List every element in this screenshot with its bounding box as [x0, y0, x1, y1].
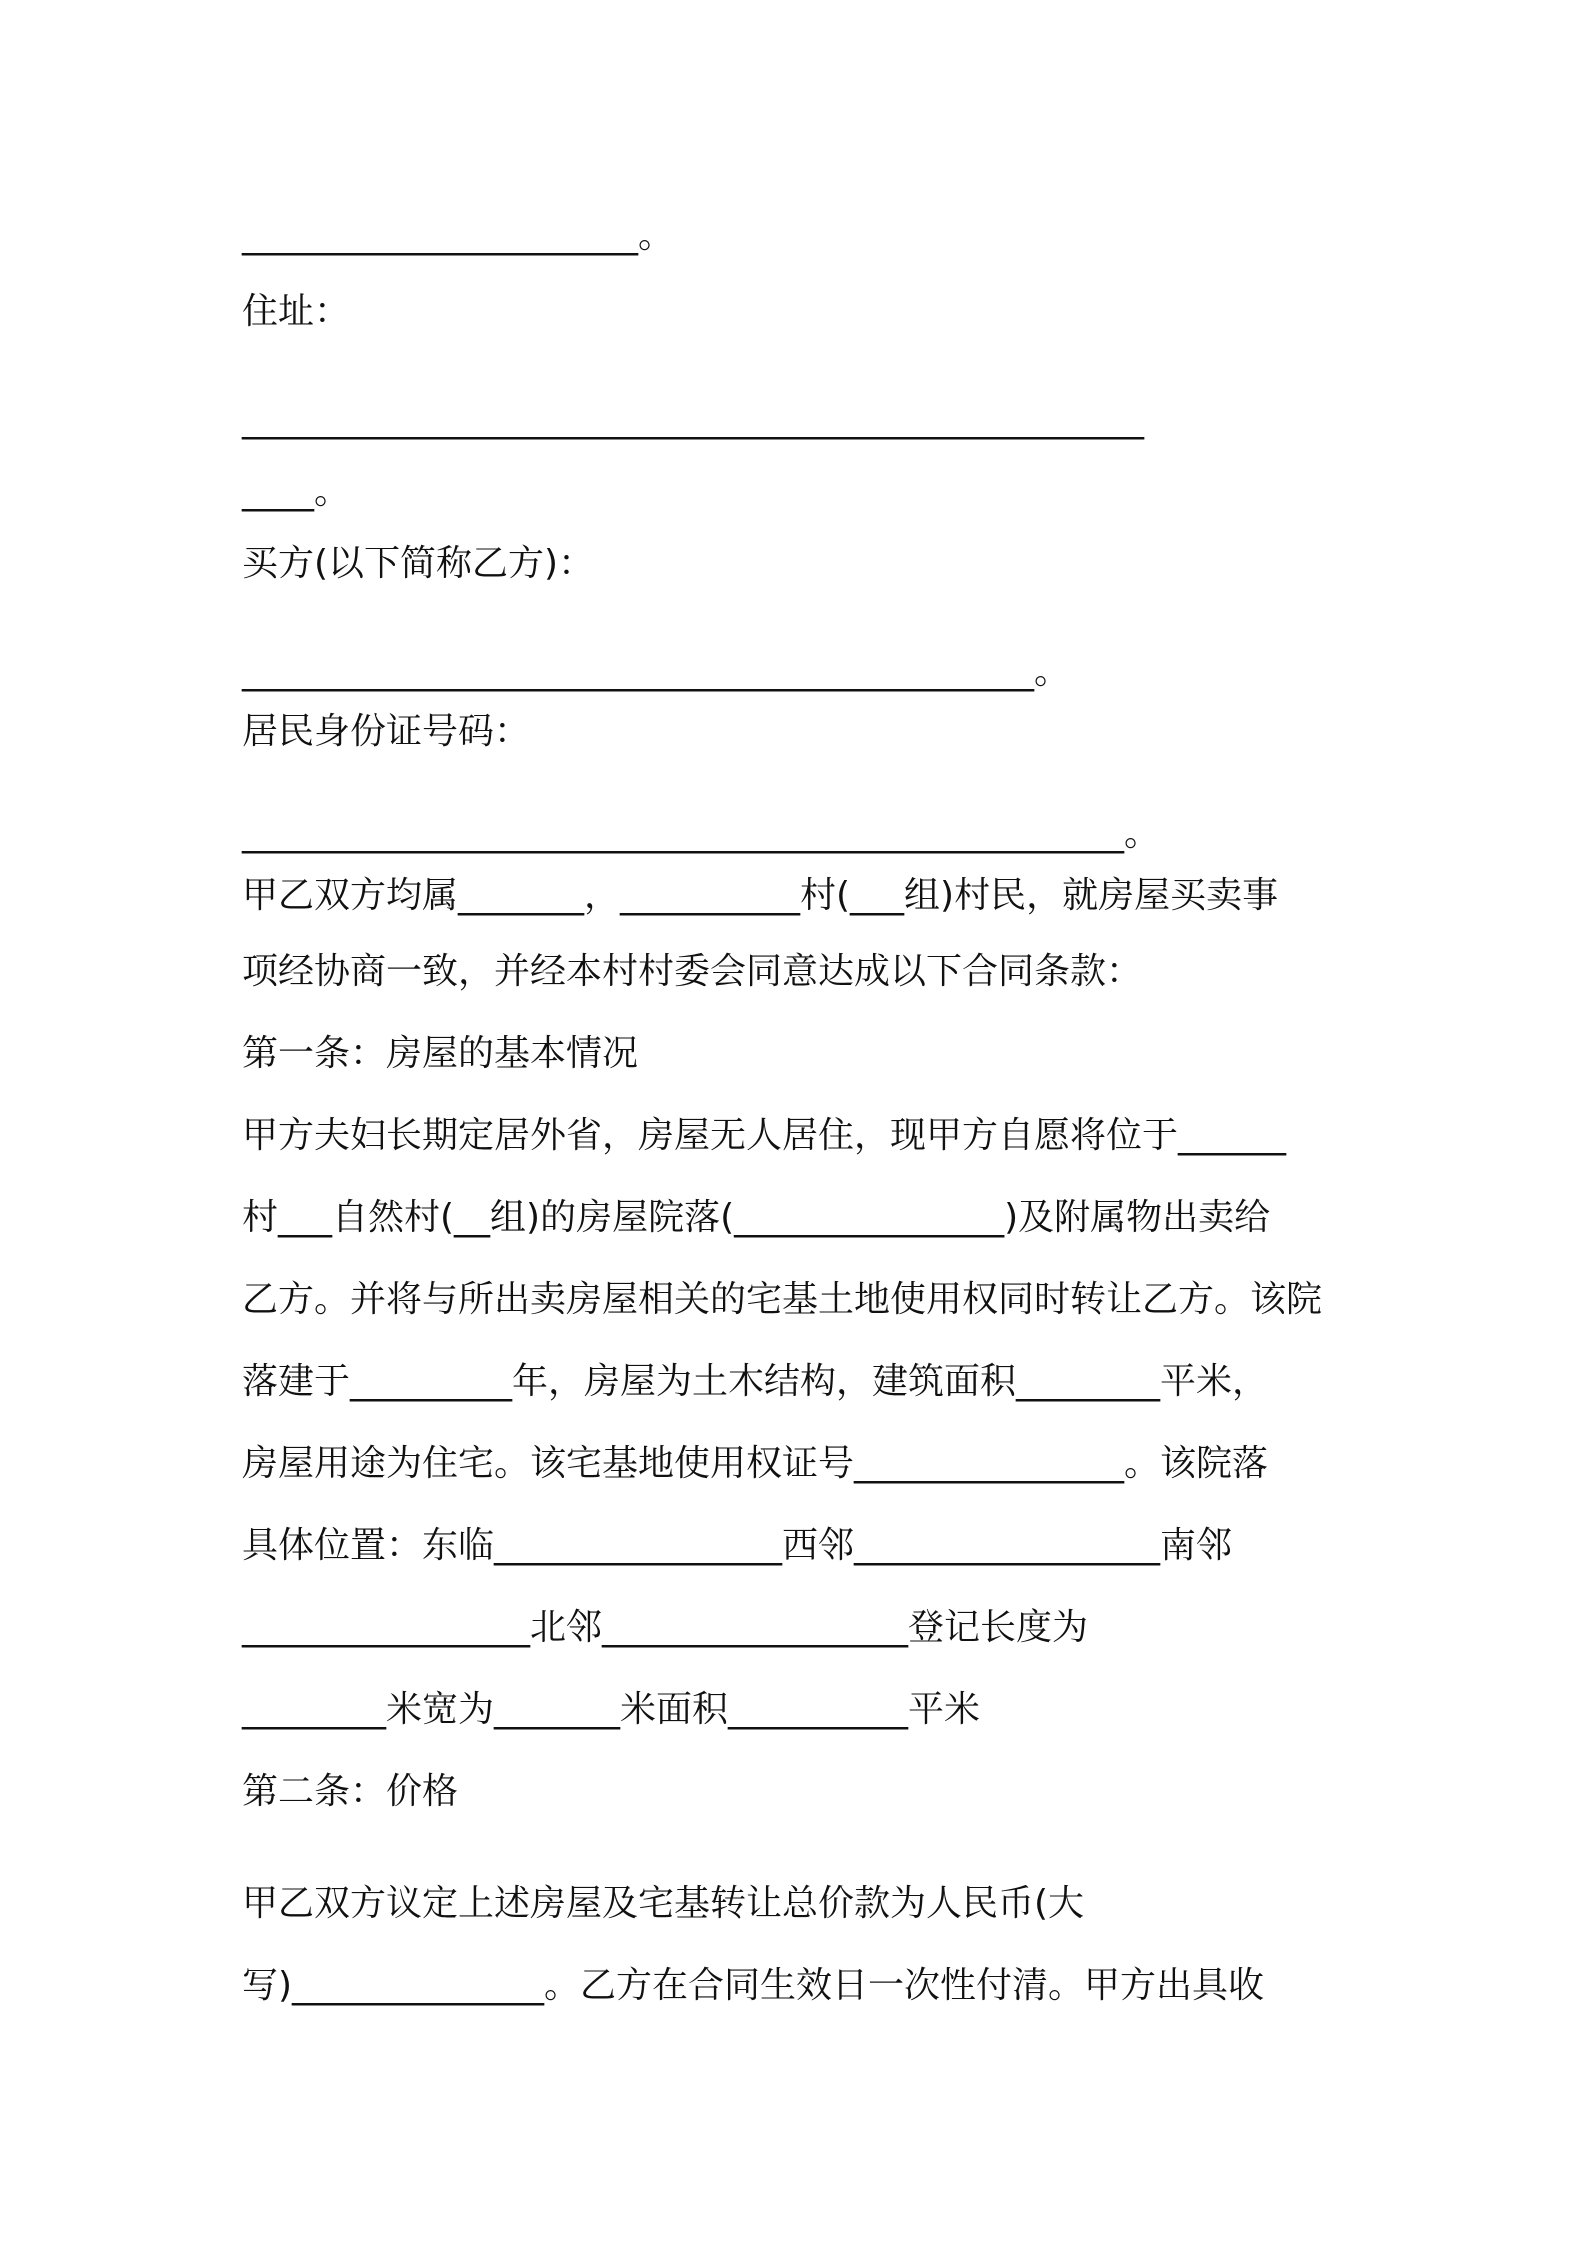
id-number-blank-line: _________________________________________________。 — [242, 813, 1160, 854]
address-label: 住址： — [242, 291, 351, 332]
article-one-paragraph-line: 具体位置：东临________________西邻_________________南邻 — [242, 1525, 1233, 1566]
buyer-name-blank-line: ____________________________________________。 — [242, 651, 1070, 692]
article-one-paragraph-line: 村___自然村(__组)的房屋院落(_______________)及附属物出卖给 — [242, 1197, 1271, 1238]
article-one-paragraph-line: 房屋用途为住宅。该宅基地使用权证号_______________。该院落 — [242, 1443, 1269, 1484]
preamble-paragraph-line: 甲乙双方均属_______，__________村(___组)村民，就房屋买卖事 — [242, 875, 1279, 916]
seller-name-line-end: ______________________。 — [242, 215, 674, 256]
article-one-paragraph-line: 乙方。并将与所出卖房屋相关的宅基土地使用权同时转让乙方。该院 — [242, 1279, 1323, 1320]
preamble-paragraph-line: 项经协商一致，并经本村村委会同意达成以下合同条款： — [242, 951, 1143, 992]
buyer-label: 买方(以下简称乙方)： — [242, 543, 595, 584]
address-blank-line-end: ____。 — [242, 471, 351, 512]
article-one-paragraph-line: 甲方夫妇长期定居外省，房屋无人居住，现甲方自愿将位于______ — [242, 1115, 1287, 1156]
article-one-paragraph-line: 落建于_________年，房屋为土木结构，建筑面积________平米， — [242, 1361, 1269, 1402]
article-one-paragraph-line: ________米宽为_______米面积__________平米 — [242, 1689, 981, 1730]
article-two-paragraph-line: 写)______________。乙方在合同生效日一次性付清。甲方出具收 — [242, 1965, 1265, 2006]
article-two-heading: 第二条：价格 — [242, 1771, 459, 1812]
address-blank-line: _____________________________________________________ — [242, 399, 1143, 440]
article-two-paragraph-line: 甲乙双方议定上述房屋及宅基转让总价款为人民币(大 — [242, 1883, 1085, 1924]
article-one-paragraph-line: ________________北邻_________________登记长度为 — [242, 1607, 1089, 1648]
article-one-heading: 第一条：房屋的基本情况 — [242, 1033, 639, 1074]
id-number-label: 居民身份证号码： — [242, 711, 531, 752]
